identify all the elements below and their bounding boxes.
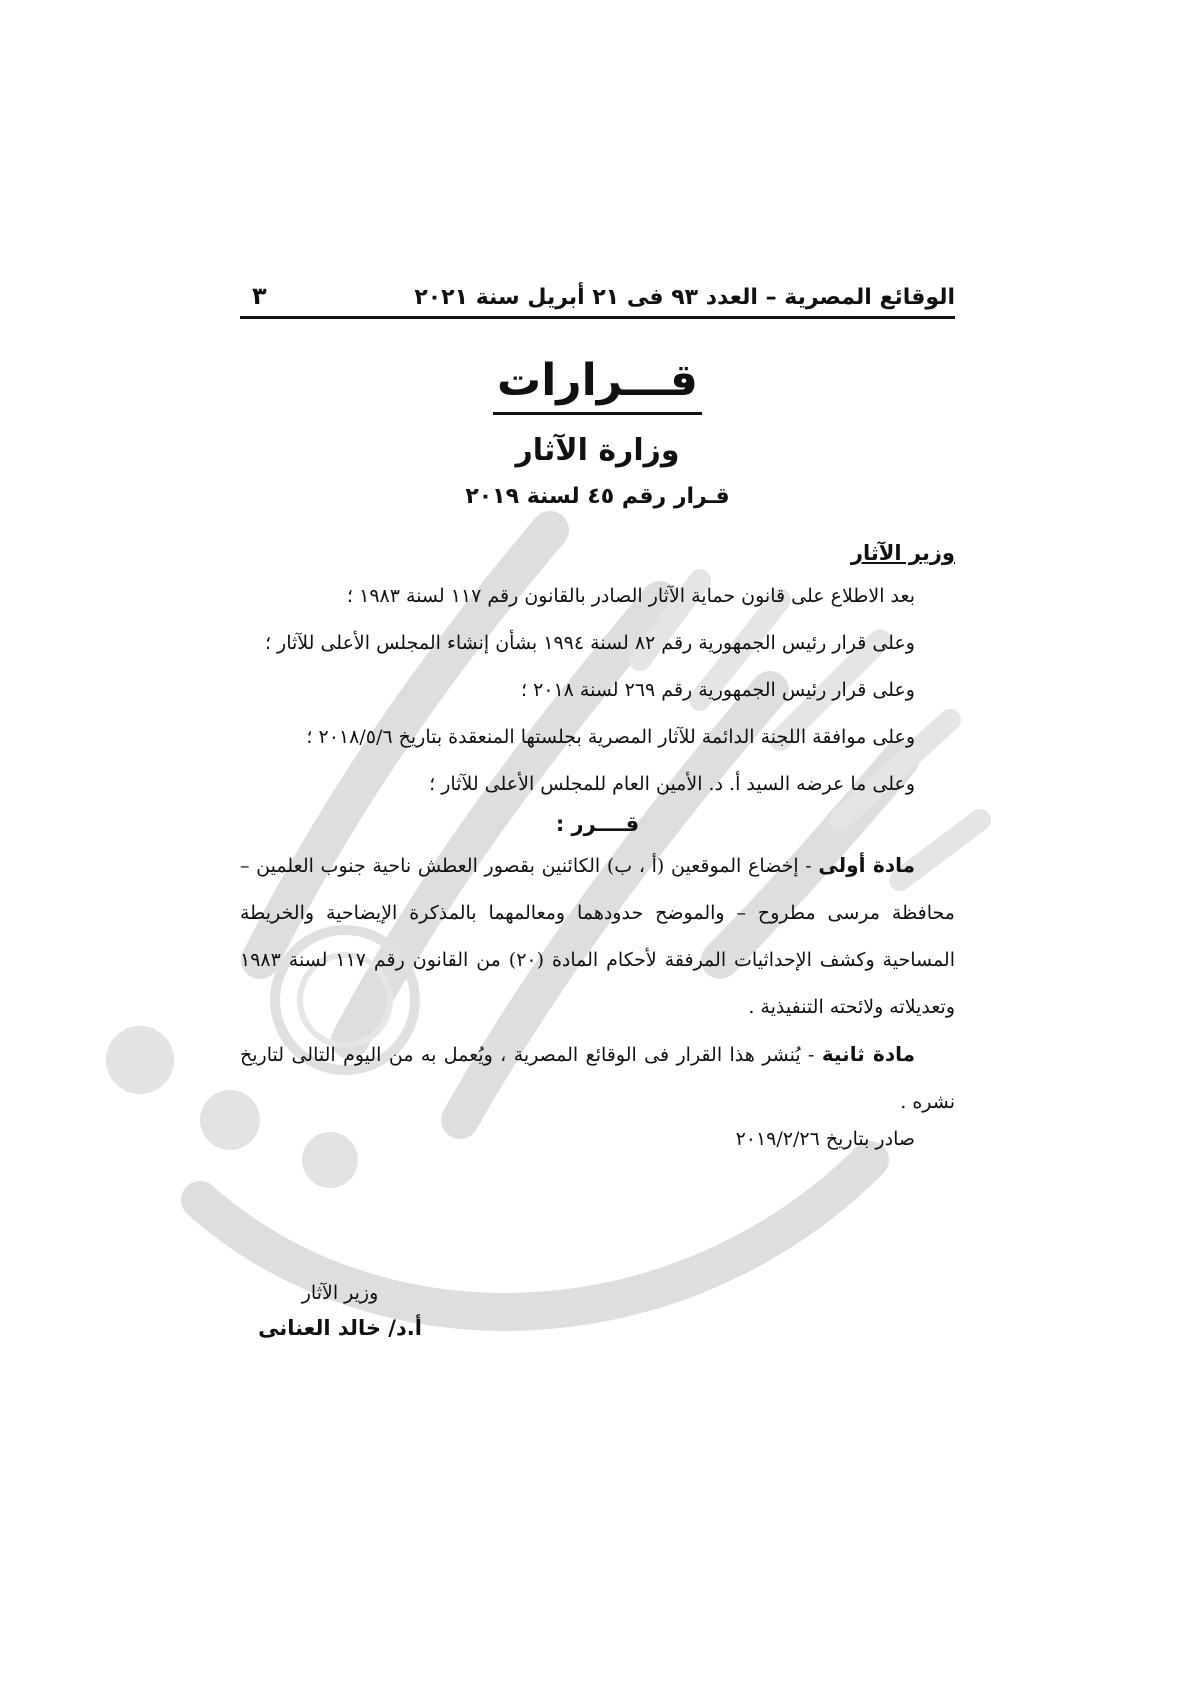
signature-name: أ.د/ خالد العنانى	[258, 1316, 422, 1340]
preamble-paragraph: وعلى ما عرضه السيد أ. د. الأمين العام للمجلس الأعلى للآثار ؛	[429, 773, 915, 795]
signature-block	[240, 1270, 440, 1340]
ministry-name: وزارة الآثار	[515, 433, 680, 468]
section-title: قـــرارات	[493, 355, 702, 415]
article-1	[240, 842, 955, 1031]
page-number: ٣	[252, 282, 267, 310]
article-2-label: مادة ثانية	[821, 1042, 916, 1066]
preamble-paragraph: وعلى قرار رئيس الجمهورية رقم ٢٦٩ لسنة ٢٠١٨ ؛	[520, 679, 915, 701]
article-2-text: - يُنشر هذا القرار فى الوقائع المصرية ، ويُعمل به من اليوم التالى لتاريخ نشره .	[240, 1044, 955, 1113]
article-2	[240, 1031, 955, 1126]
running-header	[240, 270, 955, 319]
article-1-label: مادة أولى	[818, 853, 915, 877]
decided-heading: قــــرر :	[555, 812, 640, 836]
section-title-wrap	[240, 355, 955, 415]
signature-title: وزير الآثار	[301, 1282, 379, 1304]
article-1-text: - إخضاع الموقعين (أ ، ب) الكائنين بقصور العطش ناحية جنوب العلمين – محافظة مرسى مطروح – والموضح حدودهما ومعالمهما بالمذكرة الإيضاحية والخريطة المساحية وكشف الإحداثيات المرفقة لأحكام المادة (٢٠) من القانون رقم ١١٧ لسنة ١٩٨٣ وتعديلاته ولائحته التنفيذية .	[240, 855, 955, 1018]
preamble-paragraph: بعد الاطلاع على قانون حماية الآثار الصادر بالقانون رقم ١١٧ لسنة ١٩٨٣ ؛	[347, 585, 915, 607]
issue-date: صادر بتاريخ ٢٠١٩/٢/٢٦	[735, 1128, 915, 1150]
running-title: الوقائع المصرية – العدد ٩٣ فى ٢١ أبريل سنة ٢٠٢١	[414, 285, 955, 310]
minister-heading: وزير الآثار	[850, 541, 955, 565]
preamble-paragraph: وعلى موافقة اللجنة الدائمة للآثار المصرية بجلستها المنعقدة بتاريخ ٢٠١٨/٥/٦ ؛	[306, 726, 915, 748]
preamble-paragraph: وعلى قرار رئيس الجمهورية رقم ٨٢ لسنة ١٩٩٤ بشأن إنشاء المجلس الأعلى للآثار ؛	[264, 632, 915, 654]
decree-number: قـرار رقم ٤٥ لسنة ٢٠١٩	[465, 484, 730, 509]
page-content	[240, 270, 955, 1340]
